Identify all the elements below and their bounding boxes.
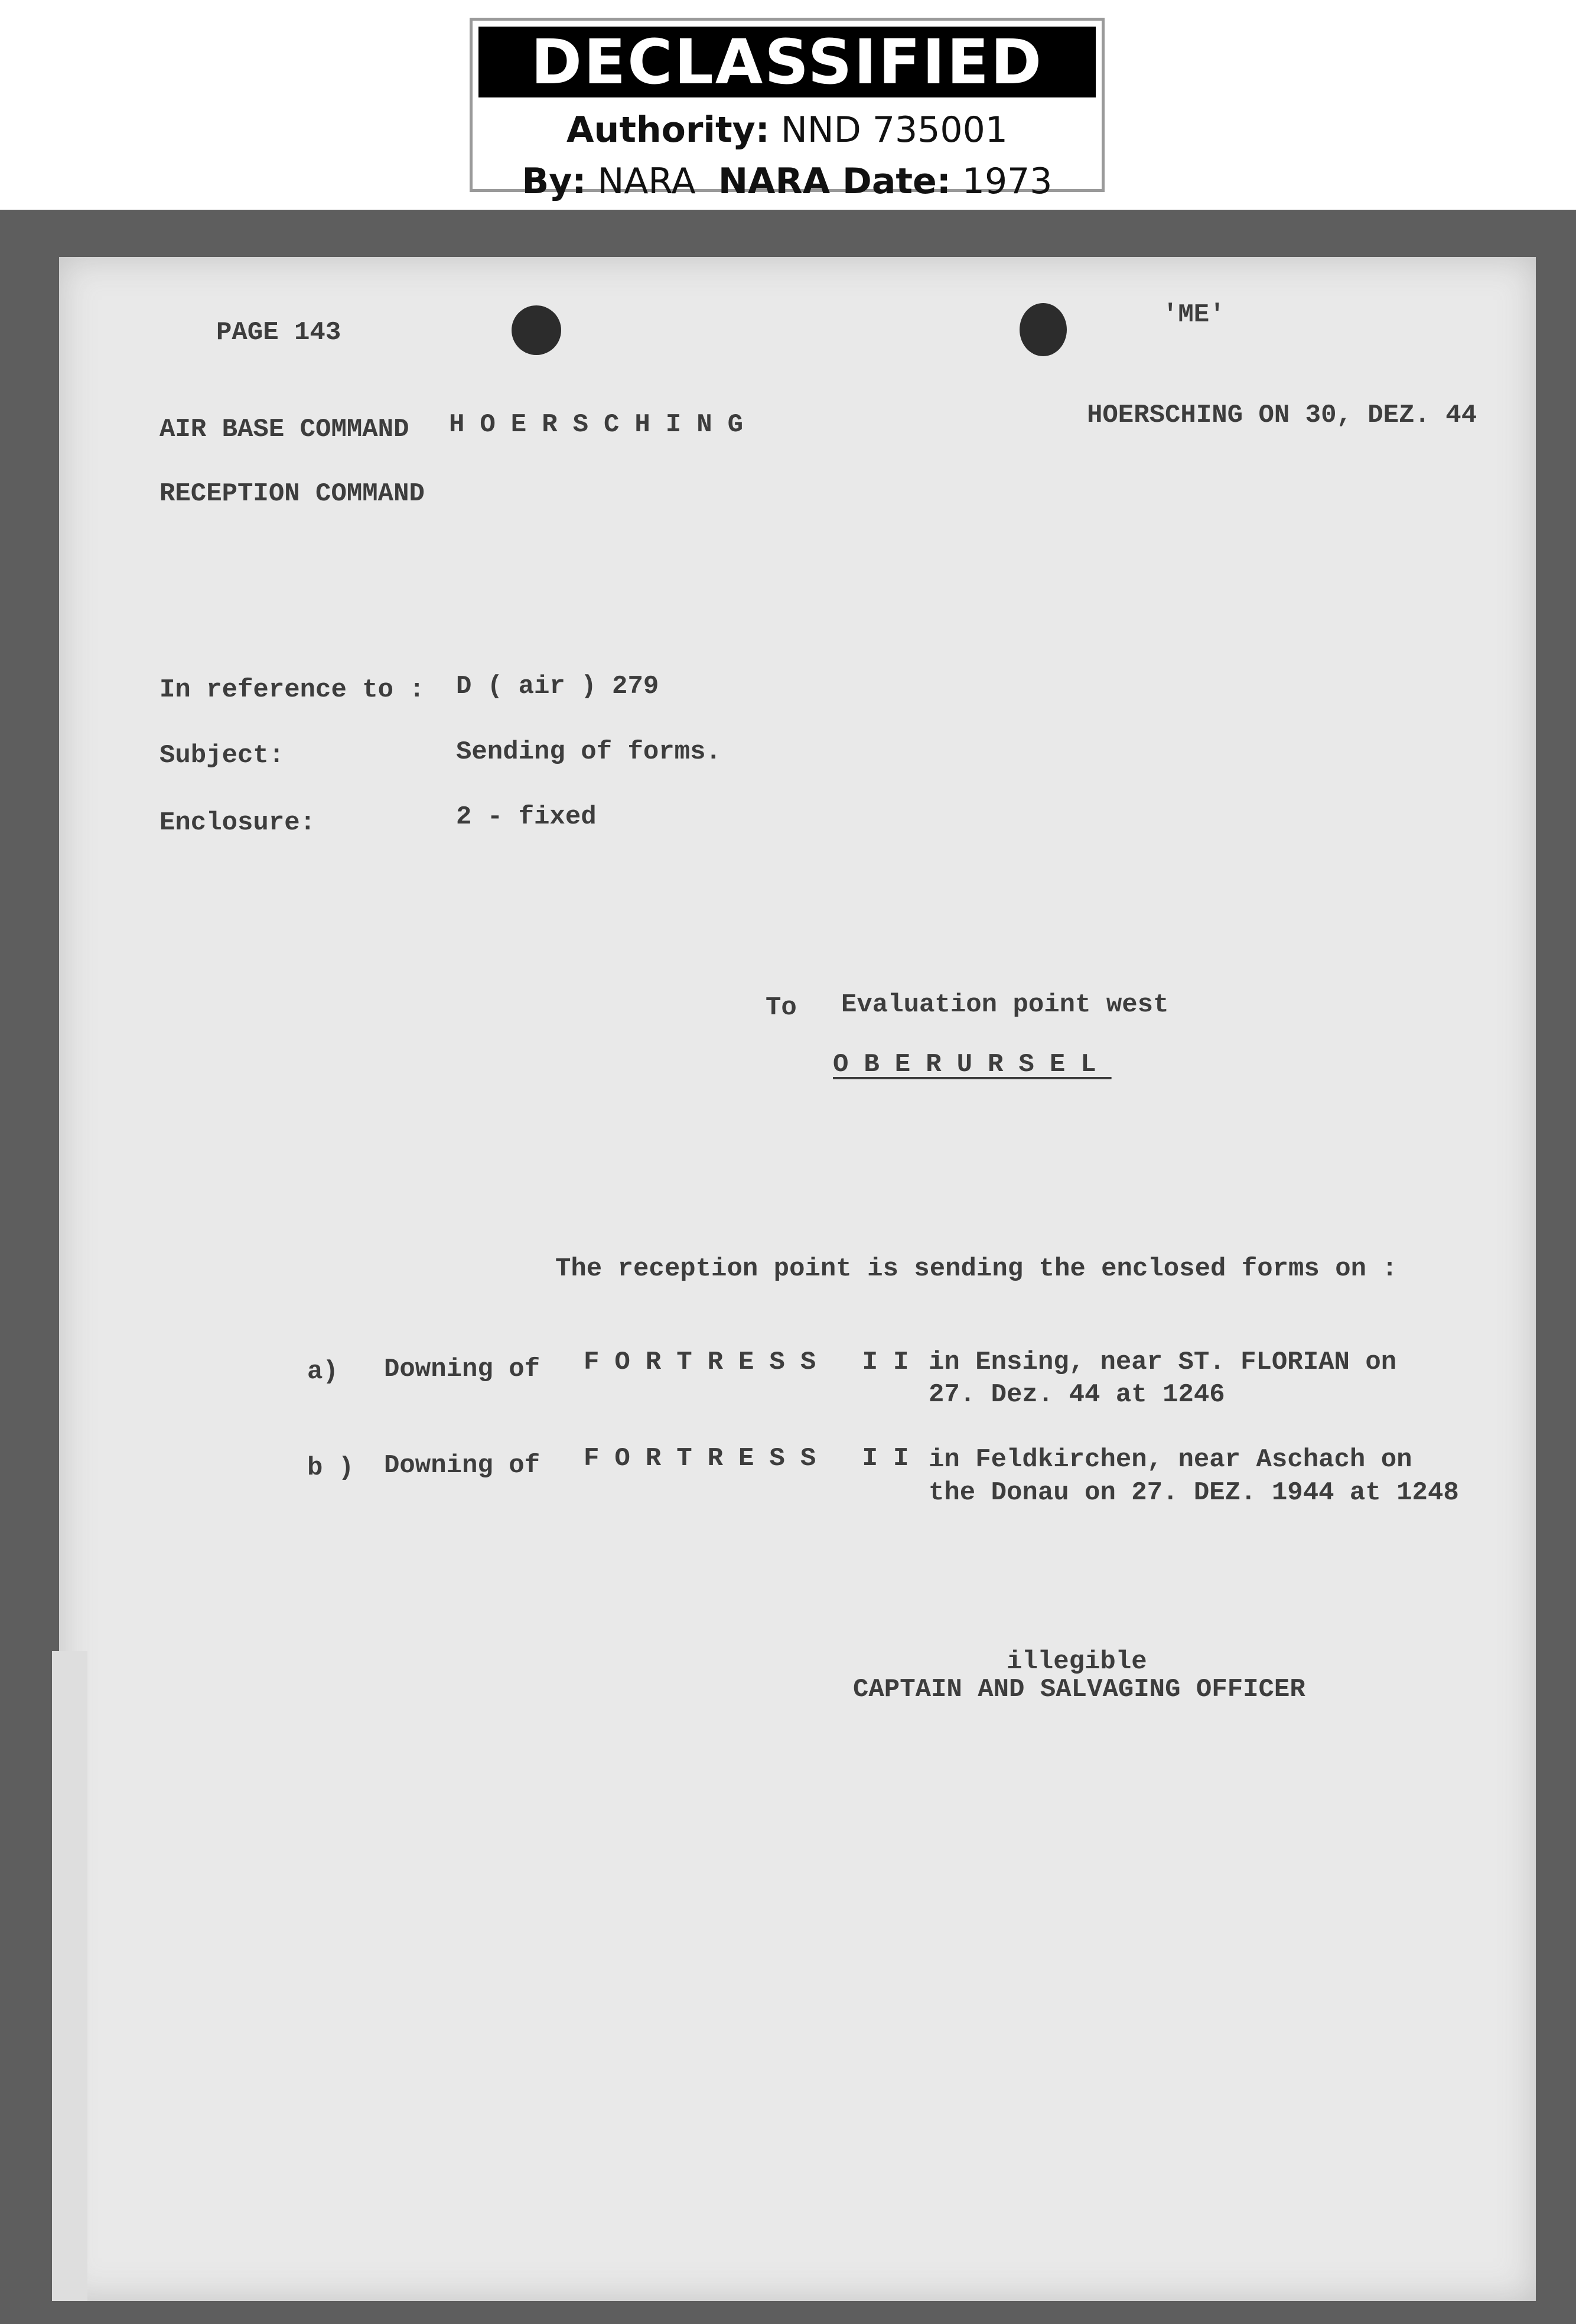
stamp-authority-label: Authority: [566, 109, 770, 151]
enclosure-label: Enclosure: [159, 808, 316, 838]
recipient-place: OBERURSEL [833, 1050, 1112, 1079]
reference-label: In reference to : [159, 675, 425, 705]
paper-torn-edge [52, 1651, 87, 2301]
stamp-title: DECLASSIFIED [478, 27, 1096, 97]
stamp-by-label: By: [522, 161, 587, 202]
item-a-detail-1: in Ensing, near ST. FLORIAN on [929, 1347, 1397, 1377]
stamp-by-line [473, 161, 1102, 202]
stamp-date-value: 1973 [962, 161, 1053, 202]
item-b-detail-2: the Donau on 27. DEZ. 1944 at 1248 [929, 1478, 1459, 1508]
item-b-detail-1: in Feldkirchen, near Aschach on [929, 1445, 1412, 1475]
reference-value: D ( air ) 279 [456, 672, 659, 701]
recipient-to: To [766, 993, 797, 1023]
item-a-aircraft: FORTRESS II [584, 1347, 924, 1377]
item-b-aircraft: FORTRESS II [584, 1444, 924, 1473]
header-mark: 'ME' [1163, 300, 1225, 330]
stamp-date-label: NARA Date: [718, 161, 951, 202]
stamp-authority-line [473, 109, 1102, 151]
command-location: HOERSCHING [449, 410, 759, 440]
reception-command: RECEPTION COMMAND [159, 479, 425, 509]
place-date: HOERSCHING ON 30, DEZ. 44 [1087, 401, 1477, 430]
item-b-marker: b ) [307, 1453, 354, 1483]
body-intro: The reception point is sending the enclosed forms on : [555, 1254, 1398, 1284]
command-unit: AIR BASE COMMAND [159, 415, 409, 444]
stamp-by-value: NARA [597, 161, 696, 202]
stamp-authority-value: NND 735001 [780, 109, 1008, 151]
declassified-stamp [470, 18, 1105, 202]
subject-value: Sending of forms. [456, 737, 721, 767]
item-a-detail-2: 27. Dez. 44 at 1246 [929, 1380, 1225, 1410]
page-number: PAGE 143 [216, 318, 341, 347]
recipient-name: Evaluation point west [841, 990, 1169, 1020]
item-a-label: Downing of [384, 1355, 540, 1384]
punch-hole-right [1020, 303, 1067, 356]
enclosure-value: 2 - fixed [456, 802, 597, 832]
scanned-page [0, 210, 1576, 2324]
subject-label: Subject: [159, 741, 285, 770]
signature-illegible: illegible [1007, 1647, 1147, 1677]
punch-hole-left [512, 305, 561, 355]
signature-title: CAPTAIN AND SALVAGING OFFICER [853, 1675, 1305, 1704]
item-b-label: Downing of [384, 1451, 540, 1480]
item-a-marker: a) [307, 1357, 338, 1386]
